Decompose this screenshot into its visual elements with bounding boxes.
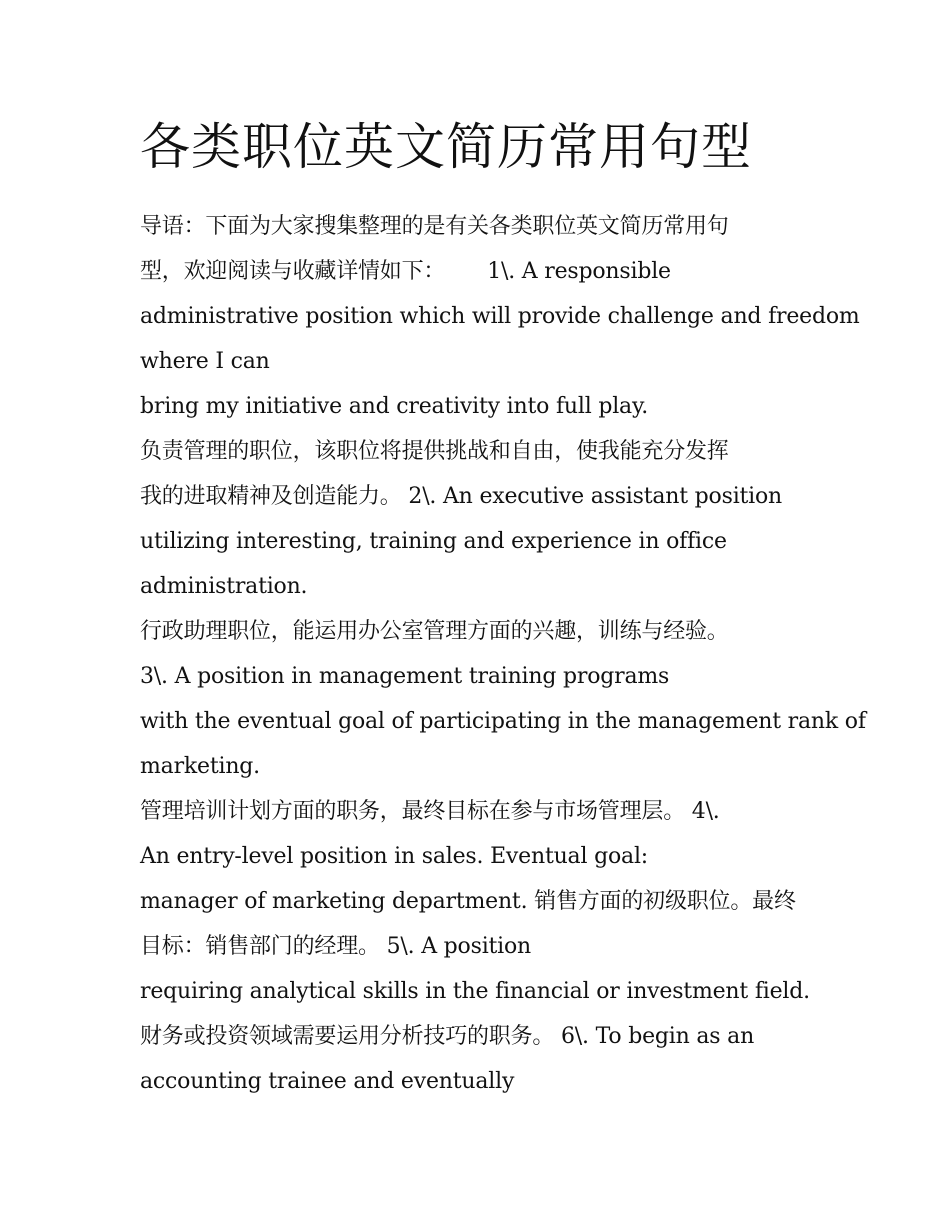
text-line: 我的进取精神及创造能力。 2\. An executive assistant position — [140, 484, 783, 509]
text-line: bring my initiative and creativity into full play. — [140, 394, 649, 419]
text-line-segment: 型，欢迎阅读与收藏详情如下： — [140, 259, 446, 284]
text-line: 3\. A position in management training programs — [140, 664, 670, 689]
text-line: manager of marketing department. 销售方面的初级职位。最终 — [140, 889, 796, 914]
text-line: 目标：销售部门的经理。 5\. A position — [140, 934, 532, 959]
text-line-segment: 1\. A responsible — [487, 259, 671, 284]
text-line — [140, 249, 820, 294]
text-line: 行政助理职位，能运用办公室管理方面的兴趣，训练与经验。 — [140, 619, 729, 644]
text-line: with the eventual goal of participating in the management rank of — [140, 709, 866, 734]
document-title: 各类职位英文简历常用句型 — [140, 118, 752, 176]
text-line: administrative position which will provide challenge and freedom — [140, 304, 860, 329]
text-line: administration. — [140, 574, 308, 599]
text-line: marketing. — [140, 754, 260, 779]
text-line: An entry-level position in sales. Eventual goal: — [140, 844, 648, 869]
text-line: 管理培训计划方面的职务，最终目标在参与市场管理层。 4\. — [140, 799, 720, 824]
text-line: accounting trainee and eventually — [140, 1069, 515, 1094]
text-line: utilizing interesting, training and experience in office — [140, 529, 727, 554]
text-line: where I can — [140, 349, 270, 374]
text-line: 财务或投资领域需要运用分析技巧的职务。 6\. To begin as an — [140, 1024, 755, 1049]
text-line: 导语：下面为大家搜集整理的是有关各类职位英文简历常用句 — [140, 214, 729, 239]
text-line: requiring analytical skills in the financial or investment field. — [140, 979, 810, 1004]
document-page — [140, 112, 866, 1104]
text-line: 负责管理的职位，该职位将提供挑战和自由，使我能充分发挥 — [140, 439, 729, 464]
